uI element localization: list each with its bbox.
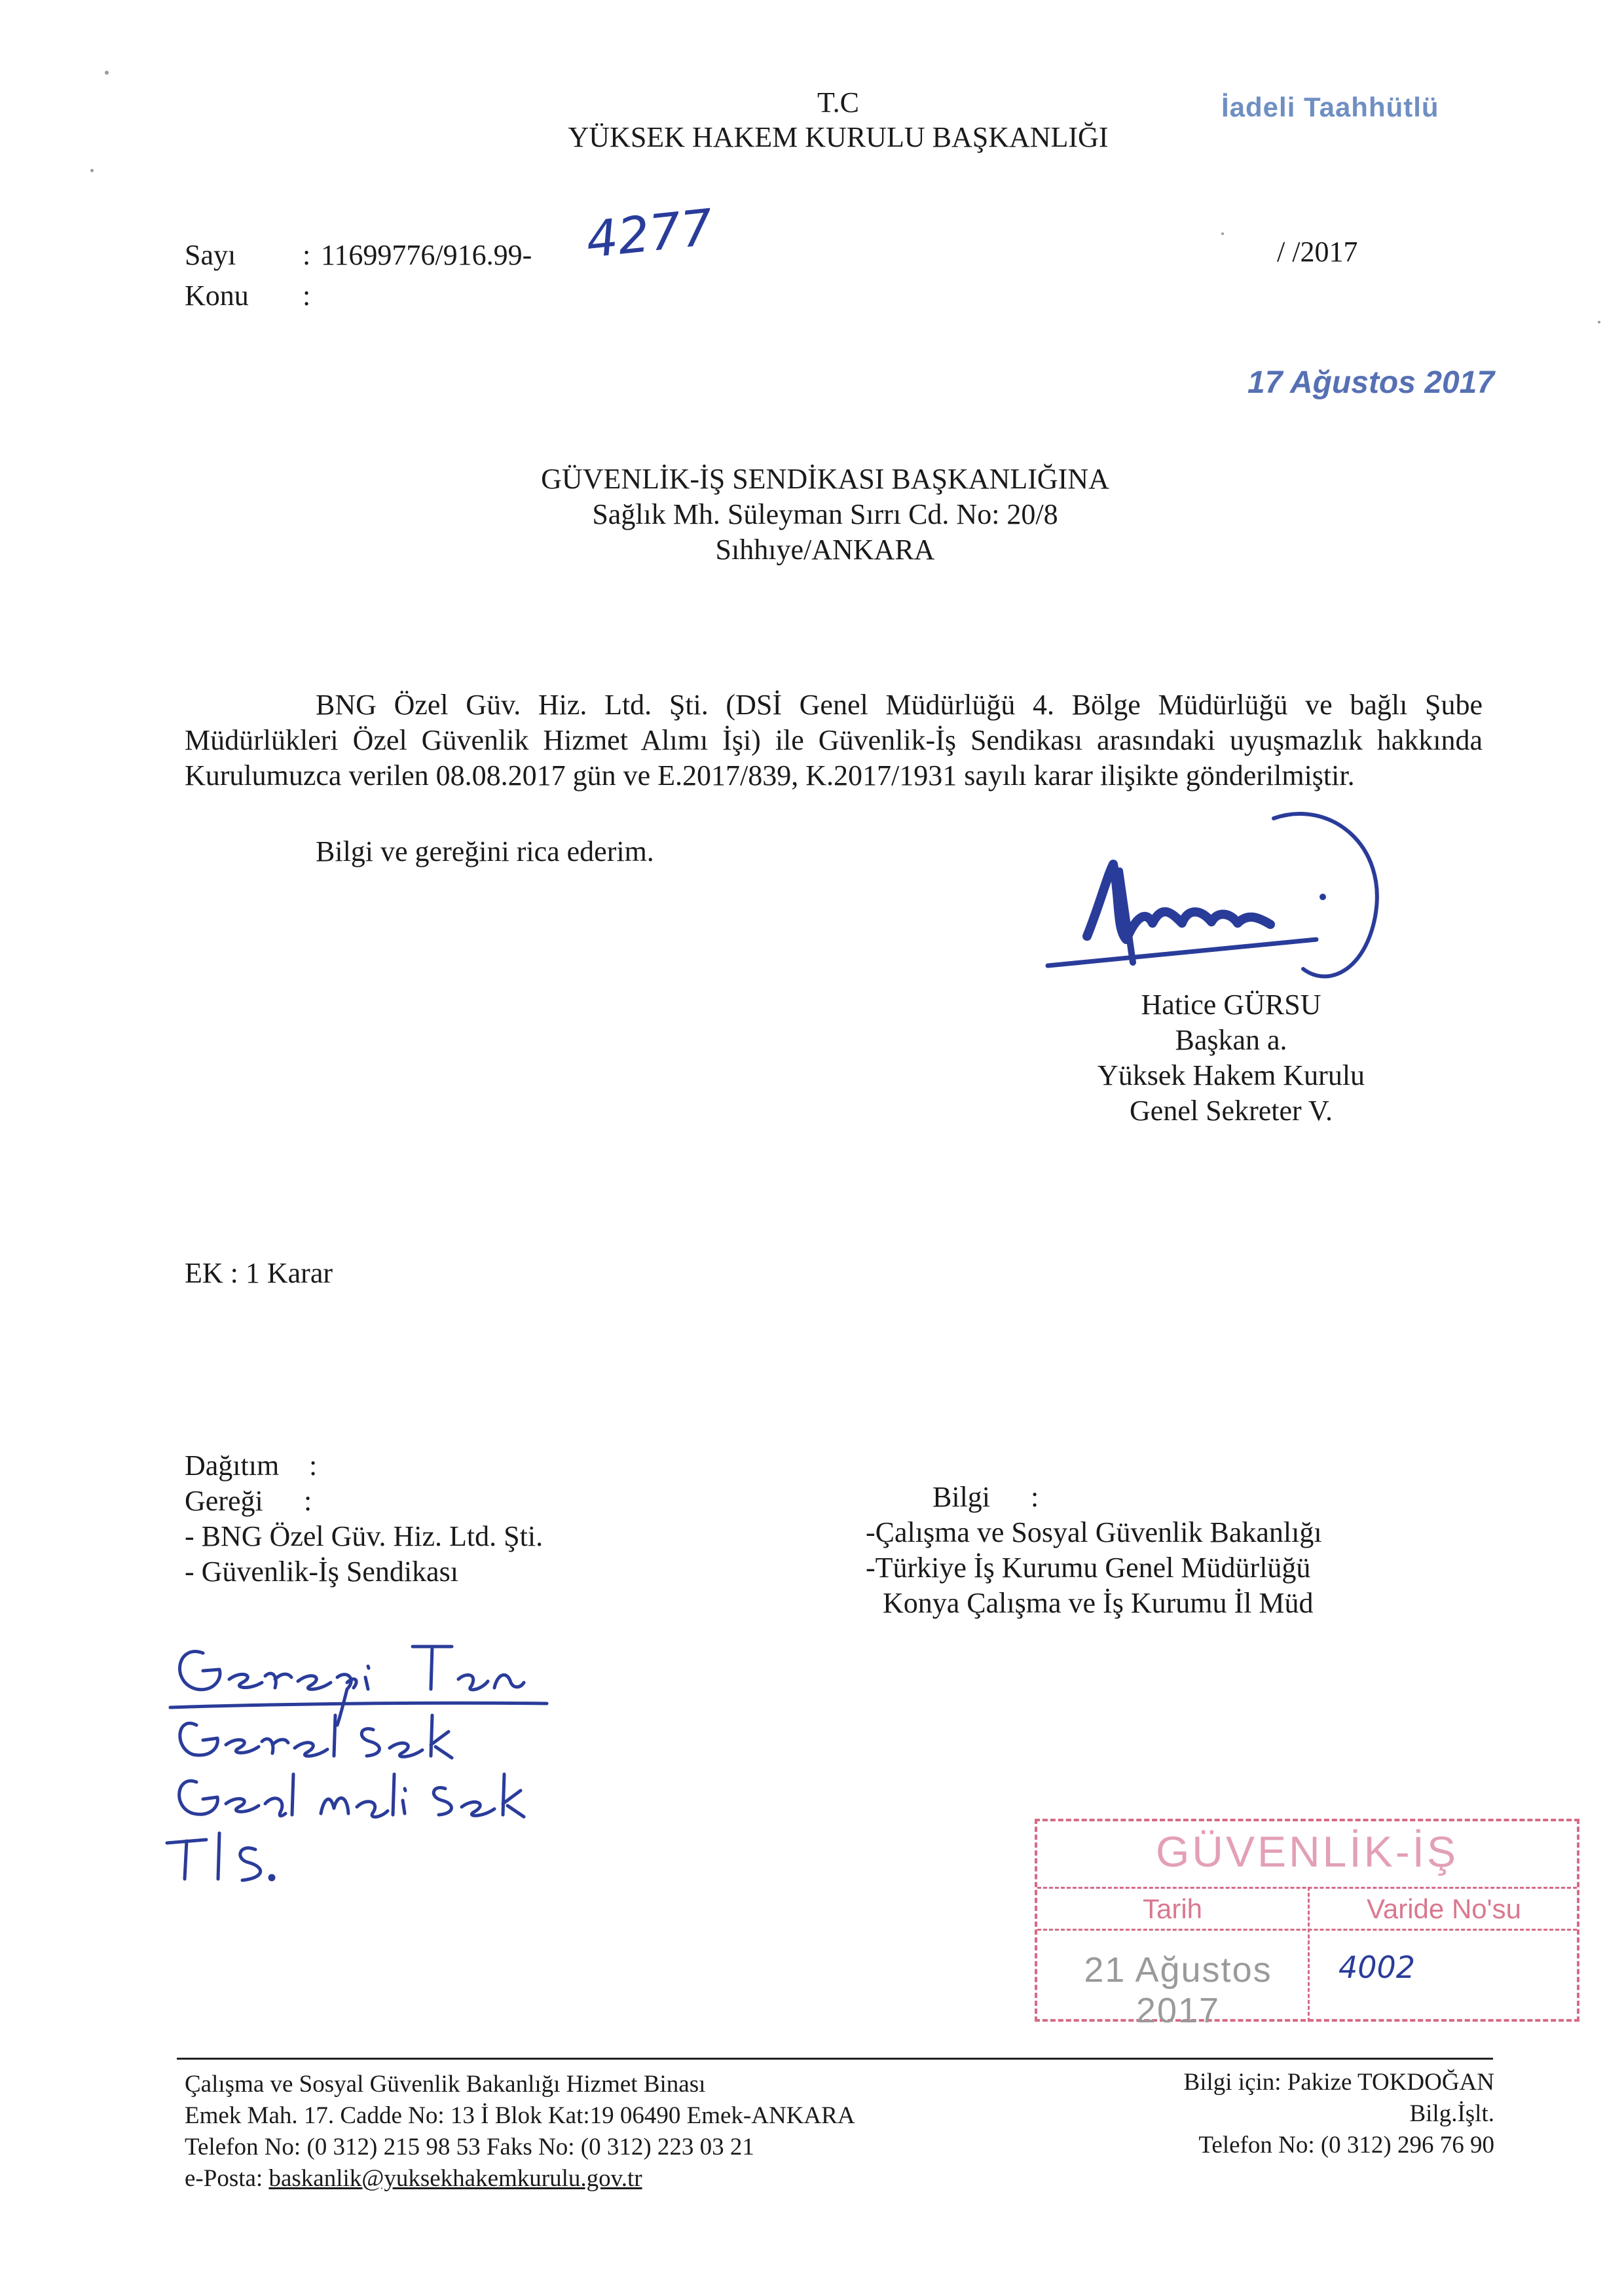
bilgi-label-row [866, 1480, 1429, 1515]
stamp-date-value: 21 Ağustos 2017 [1084, 1950, 1272, 2030]
geregi-colon: : [304, 1485, 312, 1517]
stamp-divider [1037, 1887, 1577, 1889]
body-closing: Bilgi ve gereğini rica ederim. [316, 835, 654, 867]
distribution-label-row [185, 1448, 682, 1484]
stamp-union-name: GÜVENLİK-İŞ [1155, 1827, 1459, 1876]
footer-divider [177, 2058, 1493, 2060]
distribution-colon: : [309, 1449, 318, 1482]
scan-speck [1598, 321, 1600, 323]
contact-phone: Telefon No: (0 312) 296 76 90 [1198, 2132, 1494, 2159]
footer-email-label: e-Posta: [185, 2165, 263, 2192]
footer-building: Çalışma ve Sosyal Güvenlik Bakanlığı Hizmet Binası [185, 2071, 706, 2098]
signer-name: Hatice GÜRSU [1141, 989, 1321, 1021]
geregi-label: Gereği [185, 1485, 263, 1517]
konu-label: Konu [185, 280, 249, 312]
body-paragraph: BNG Özel Güv. Hiz. Ltd. Şti. (DSİ Genel Müdürlüğü 4. Bölge Müdürlüğü ve bağlı Şube Müdürlükleri Özel Güvenlik Hizmet Alımı İşi) ile Güvenlik-İş Sendikası arasındaki uyuşmazlık hakkında Kurulumuzca verilen 08.08.2017 gün ve E.2017/839, K.2017/1931 sayılı karar ilişikte gönderilmiştir. [185, 689, 1483, 792]
incoming-document-stamp [1035, 1819, 1579, 2030]
registered-mail-stamp: İadeli Taahhütlü [1221, 92, 1439, 122]
bilgi-item: Konya Çalışma ve İş Kurumu İl Müd [883, 1587, 1314, 1619]
signer-title-3: Genel Sekreter V. [1130, 1095, 1333, 1127]
bilgi-colon: : [1031, 1481, 1039, 1513]
addressee-city: Sıhhıye/ANKARA [715, 534, 935, 566]
header-institution: YÜKSEK HAKEM KURULU BAŞKANLIĞI [568, 121, 1109, 153]
contact-department: Bilg.İşlt. [1409, 2100, 1494, 2127]
signature-block [1022, 987, 1441, 1129]
distribution-geregi [185, 1448, 682, 1590]
bilgi-label: Bilgi [932, 1481, 991, 1513]
sayi-value: 11699776/916.99- [321, 239, 532, 271]
contact-person: Bilgi için: Pakize TOKDOĞAN [1183, 2069, 1494, 2096]
signer-title-2: Yüksek Hakem Kurulu [1097, 1059, 1365, 1091]
distribution-label: Dağıtım [185, 1449, 280, 1482]
signer-title-1: Başkan a. [1175, 1024, 1287, 1056]
addressee-name: GÜVENLİK-İŞ SENDİKASI BAŞKANLIĞINA [541, 463, 1109, 495]
handwritten-number: 4277 [583, 198, 716, 269]
bilgi-item: -Türkiye İş Kurumu Genel Müdürlüğü [866, 1552, 1311, 1584]
geregi-item: - BNG Özel Güv. Hiz. Ltd. Şti. [185, 1520, 544, 1552]
email-link[interactable]: baskanlik@yuksekhakemkurulu.gov.tr [268, 2165, 642, 2192]
handwritten-routing-note [157, 1617, 602, 1905]
document-date: / /2017 [1277, 236, 1358, 268]
bilgi-item: -Çalışma ve Sosyal Güvenlik Bakanlığı [866, 1516, 1322, 1548]
footer-email-row [185, 2163, 1036, 2195]
footer-address [185, 2069, 1036, 2195]
geregi-label-row [185, 1484, 682, 1519]
enclosure-line: EK : 1 Karar [185, 1257, 333, 1289]
received-date-stamp: 17 Ağustos 2017 [1247, 365, 1495, 400]
stamp-varide-label: Varide No'su [1366, 1893, 1522, 1924]
geregi-item: - Güvenlik-İş Sendikası [185, 1556, 458, 1588]
scan-speck [1221, 232, 1224, 235]
distribution-bilgi [866, 1480, 1429, 1621]
scan-speck [105, 71, 109, 75]
addressee-block [406, 462, 1244, 568]
sayi-label: Sayı [185, 239, 236, 271]
signature-image [1022, 773, 1428, 1021]
addressee-street: Sağlık Mh. Süleyman Sırrı Cd. No: 20/8 [592, 498, 1058, 530]
footer-phone-fax: Telefon No: (0 312) 215 98 53 Faks No: (0 312) 223 03 21 [185, 2134, 754, 2160]
footer-contact [1061, 2067, 1494, 2161]
stamp-tarih-label: Tarih [1142, 1893, 1203, 1924]
konu-colon: : [303, 280, 311, 312]
header-tc: T.C [817, 86, 859, 118]
stamp-number-value: 4002 [1338, 1950, 1416, 1985]
sayi-colon: : [303, 239, 311, 271]
stamp-divider [1037, 1929, 1577, 1931]
scan-speck [90, 169, 94, 172]
footer-street: Emek Mah. 17. Cadde No: 13 İ Blok Kat:19 06490 Emek-ANKARA [185, 2102, 855, 2129]
